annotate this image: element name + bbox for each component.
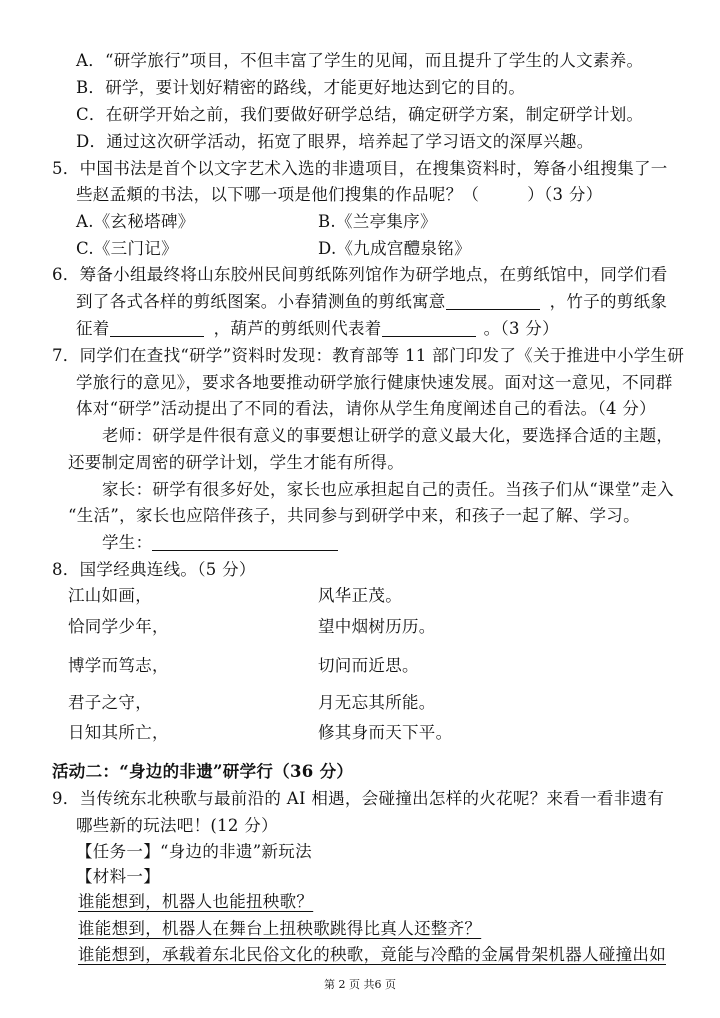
q5-option-b: B.《兰亭集序》: [318, 212, 437, 231]
q9-stem-line1: 9．当传统东北秧歌与最前沿的 AI 相遇，会碰撞出怎样的火花呢？来看一看非遗有: [52, 789, 665, 808]
q7-stem-line1: 7．同学们在查找“研学”资料时发现：教育部等 11 部门印发了《关于推进中小学生研: [52, 346, 685, 365]
q6-text-symbol: 征着: [76, 319, 110, 338]
q7-parent-line2: “生活”，家长也应陪伴孩子，共同参与到研学中来，和孩子一起了解、学习。: [68, 506, 640, 525]
q9-material1-line2: 谁能想到，机器人在舞台上扭秧歌跳得比真人还整齐？: [78, 919, 482, 938]
q5-stem-line1: 5．中国书法是首个以文字艺术入选的非遗项目，在搜集资料时，筹备小组搜集了一: [52, 159, 668, 178]
q8-left-item[interactable]: 江山如画，: [68, 586, 152, 605]
q8-right-item[interactable]: 月无忘其所能。: [318, 693, 436, 712]
q4-option-c: C．在研学开始之前，我们要做好研学总结，确定研学方案，制定研学计划。: [76, 105, 644, 124]
q7-parent-line1: 家长：研学有很多好处，家长也应承担起自己的责任。当孩子们从“课堂”走入: [102, 480, 674, 499]
q4-option-b: B．研学，要计划好精密的路线，才能更好地达到它的目的。: [76, 78, 526, 97]
q7-teacher-line1: 老师：研学是件很有意义的事要想让研学的意义最大化，要选择合适的主题，: [102, 426, 674, 445]
q6-text-gourd: ，葫芦的剪纸则代表着: [213, 319, 382, 338]
q8-right-item[interactable]: 修其身而天下平。: [318, 723, 453, 742]
q8-left-item[interactable]: 恰同学少年，: [68, 617, 169, 636]
q9-material1-line3: 谁能想到，承载着东北民俗文化的秧歌，竟能与冷酷的金属骨架机器人碰撞出如: [78, 945, 666, 964]
q7-stem-line3: 体对“研学”活动提出了不同的看法，请你从学生角度阐述自己的看法。（4 分）: [76, 399, 656, 418]
q6-blank-bamboo[interactable]: [110, 320, 204, 337]
q9-material1-line1: 谁能想到，机器人也能扭秧歌？: [78, 892, 314, 911]
q8-title: 8．国学经典连线。（5 分）: [52, 560, 256, 579]
q5-option-c: C.《三门记》: [76, 239, 178, 258]
q7-teacher-line2: 还要制定周密的研学计划，学生才能有所得。: [68, 453, 404, 472]
page-footer: 第 2 页 共6 页: [324, 978, 396, 991]
q7-stem-line2: 学旅行的意见》，要求各地要推动研学旅行健康快速发展。面对这一意见，不同群: [76, 373, 673, 392]
q6-stem-line2: [76, 291, 667, 313]
q6-score: 。（3 分）: [483, 319, 559, 338]
q5-stem-line2: [76, 184, 603, 206]
q5-stem-text: 些赵孟頫的书法，以下哪一项是他们搜集的作品呢？（: [76, 185, 480, 204]
q5-option-d: D.《九成宫醴泉铭》: [318, 239, 471, 258]
q8-left-item[interactable]: 日知其所亡，: [68, 723, 169, 742]
q7-student-label: 学生：: [102, 533, 153, 552]
q8-right-item[interactable]: 风华正茂。: [318, 586, 402, 605]
q8-left-item[interactable]: 博学而笃志，: [68, 656, 169, 675]
q7-student-line: [102, 532, 338, 554]
q9-stem-line2: 哪些新的玩法吧！(12 分）: [76, 816, 278, 835]
q6-stem-line3: [76, 318, 559, 340]
q5-options-row1: [76, 211, 676, 233]
q6-blank-gourd[interactable]: [382, 320, 476, 337]
q5-option-a: A.《玄秘塔碑》: [76, 212, 195, 231]
q9-material1-label: 【材料一】: [76, 867, 160, 886]
q8-right-item[interactable]: 切问而近思。: [318, 656, 419, 675]
q6-text-fish: 到了各式各样的剪纸图案。小春猜测鱼的剪纸寓意: [76, 292, 446, 311]
q7-student-answer-blank[interactable]: [152, 534, 338, 551]
q8-left-item[interactable]: 君子之守，: [68, 693, 152, 712]
q5-options-row2: [76, 238, 676, 260]
q8-right-item[interactable]: 望中烟树历历。: [318, 617, 436, 636]
q6-text-bamboo: ，竹子的剪纸象: [549, 292, 668, 311]
q6-blank-fish[interactable]: [446, 293, 540, 310]
q9-task1-label: 【任务一】“身边的非遗”新玩法: [76, 842, 312, 861]
q4-option-a: A．“研学旅行”项目，不但丰富了学生的见闻，而且提升了学生的人文素养。: [76, 51, 644, 70]
q5-score: ）（3 分）: [527, 185, 603, 204]
q6-stem-line1: 6．筹备小组最终将山东胶州民间剪纸陈列馆作为研学地点，在剪纸馆中，同学们看: [52, 265, 668, 284]
activity2-heading: 活动二：“身边的非遗”研学行（36 分）: [52, 762, 354, 781]
q4-option-d: D．通过这次研学活动，拓宽了眼界，培养起了学习语文的深厚兴趣。: [76, 132, 594, 151]
